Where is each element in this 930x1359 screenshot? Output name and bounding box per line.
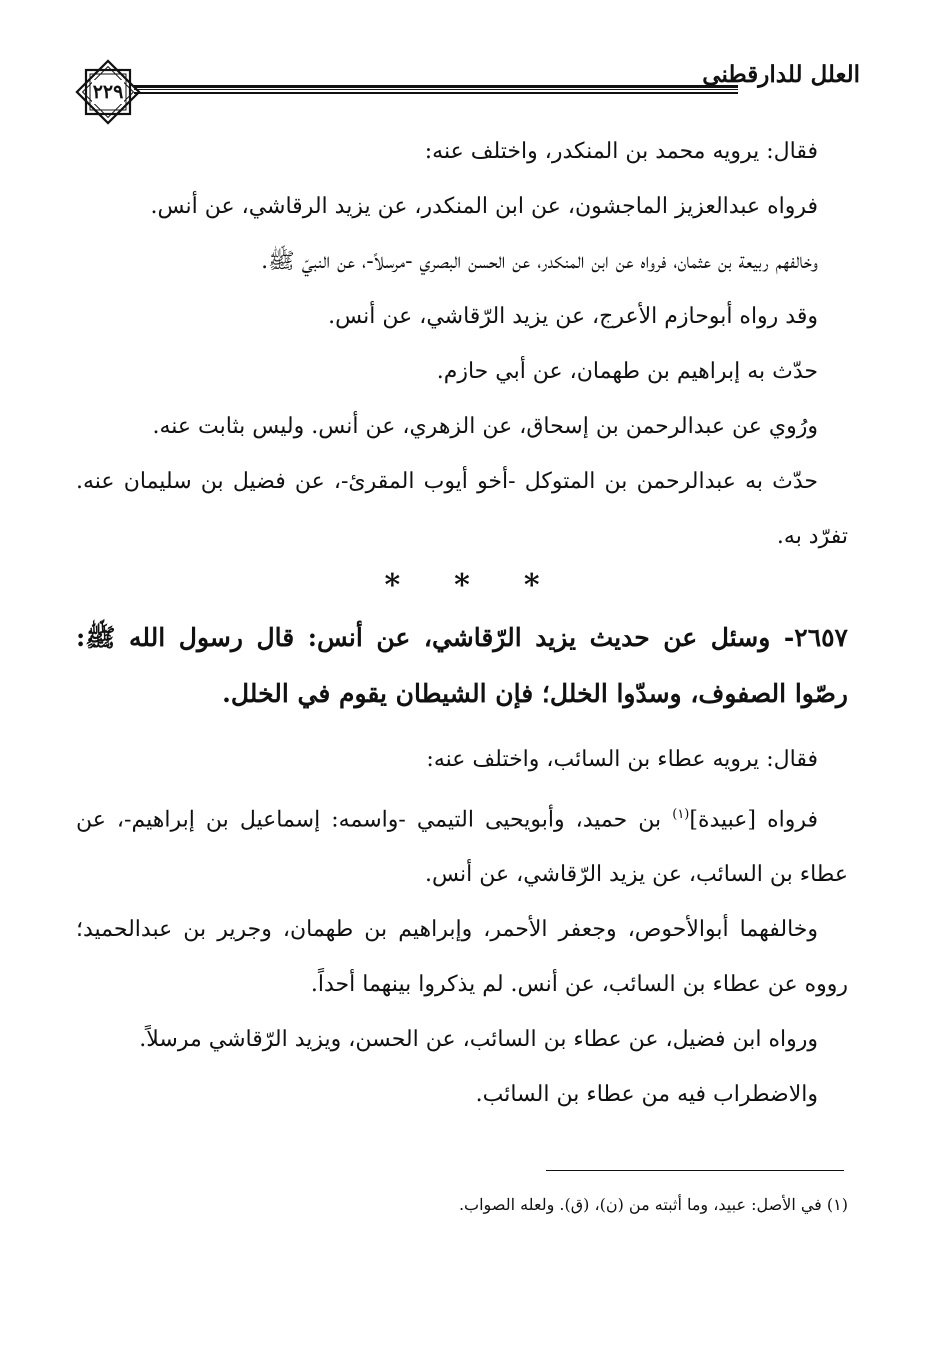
- text-paragraph: فقال: يرويه محمد بن المنكدر، واختلف عنه:: [424, 139, 818, 164]
- footnote-reference[interactable]: (١): [672, 807, 690, 822]
- book-title: العلل للدارقطني: [702, 61, 860, 88]
- question-heading: [76, 610, 848, 722]
- separator-star: *: [384, 568, 401, 603]
- page-number-badge: [72, 56, 144, 128]
- text-paragraph: حدّث به عبدالرحمن بن المتوكل -أخو أيوب المقرئ-، عن فضيل بن سليمان عنه. تفرّد به.: [76, 469, 848, 549]
- text-paragraph: والاضطراب فيه من عطاء بن السائب.: [475, 1082, 818, 1108]
- paragraph-rest: بن حميد، وأبويحيى التيمي -واسمه: إسماعيل بن إبراهيم-، عن عطاء بن السائب، عن يزيد الرّقاشي، عن أنس.: [76, 807, 848, 888]
- footnote-divider: [546, 1170, 844, 1171]
- question-text: وسئل عن حديث يزيد الرّقاشي، عن أنس: قال رسول الله ﷺ: رصّوا الصفوف، وسدّوا الخلل؛ فإن الشيطان يقوم في الخلل.: [76, 623, 848, 708]
- separator-star: *: [523, 568, 540, 603]
- text-paragraph: ورُوي عن عبدالرحمن بن إسحاق، عن الزهري، عن أنس. وليس بثابت عنه.: [152, 414, 818, 439]
- footnote: (١) في الأصل: عبيد، وما أثبته من (ن)، (ق). ولعله الصواب.: [458, 1195, 848, 1214]
- text-paragraph: ورواه ابن فضيل، عن عطاء بن السائب، عن الحسن، ويزيد الرّقاشي مرسلاً.: [139, 1027, 818, 1053]
- text-paragraph: وخالفهم ربيعة بن عثمان، فرواه عن ابن المنكدر، عن الحسن البصري -مرسلاً-، عن النبيّ ﷺ.: [261, 249, 818, 274]
- question-number: ٢٦٥٧-: [783, 623, 848, 652]
- header-rule: [134, 85, 738, 94]
- text-paragraph: فقال: يرويه عطاء بن السائب، واختلف عنه:: [426, 747, 818, 772]
- section-separator: [76, 566, 848, 610]
- text-paragraph: وقد رواه أبوحازم الأعرج، عن يزيد الرّقاشي، عن أنس.: [328, 304, 818, 329]
- paragraph-lead: فرواه [عبيدة]: [689, 807, 818, 833]
- text-paragraph: وخالفهما أبوالأحوص، وجعفر الأحمر، وإبراهيم بن طهمان، وجرير بن عبدالحميد؛ رووه عن عطاء بن السائب، عن أنس. لم يذكروا بينهما أحداً.: [76, 917, 848, 998]
- text-paragraph: حدّث به إبراهيم بن طهمان، عن أبي حازم.: [436, 359, 818, 384]
- text-paragraph: [76, 787, 848, 902]
- separator-star: *: [454, 568, 470, 603]
- text-paragraph: فرواه عبدالعزيز الماجشون، عن ابن المنكدر، عن يزيد الرقاشي، عن أنس.: [150, 194, 818, 219]
- page-header: [72, 52, 860, 132]
- page-content: [76, 124, 848, 1122]
- page-number: ٢٢٩: [92, 81, 124, 103]
